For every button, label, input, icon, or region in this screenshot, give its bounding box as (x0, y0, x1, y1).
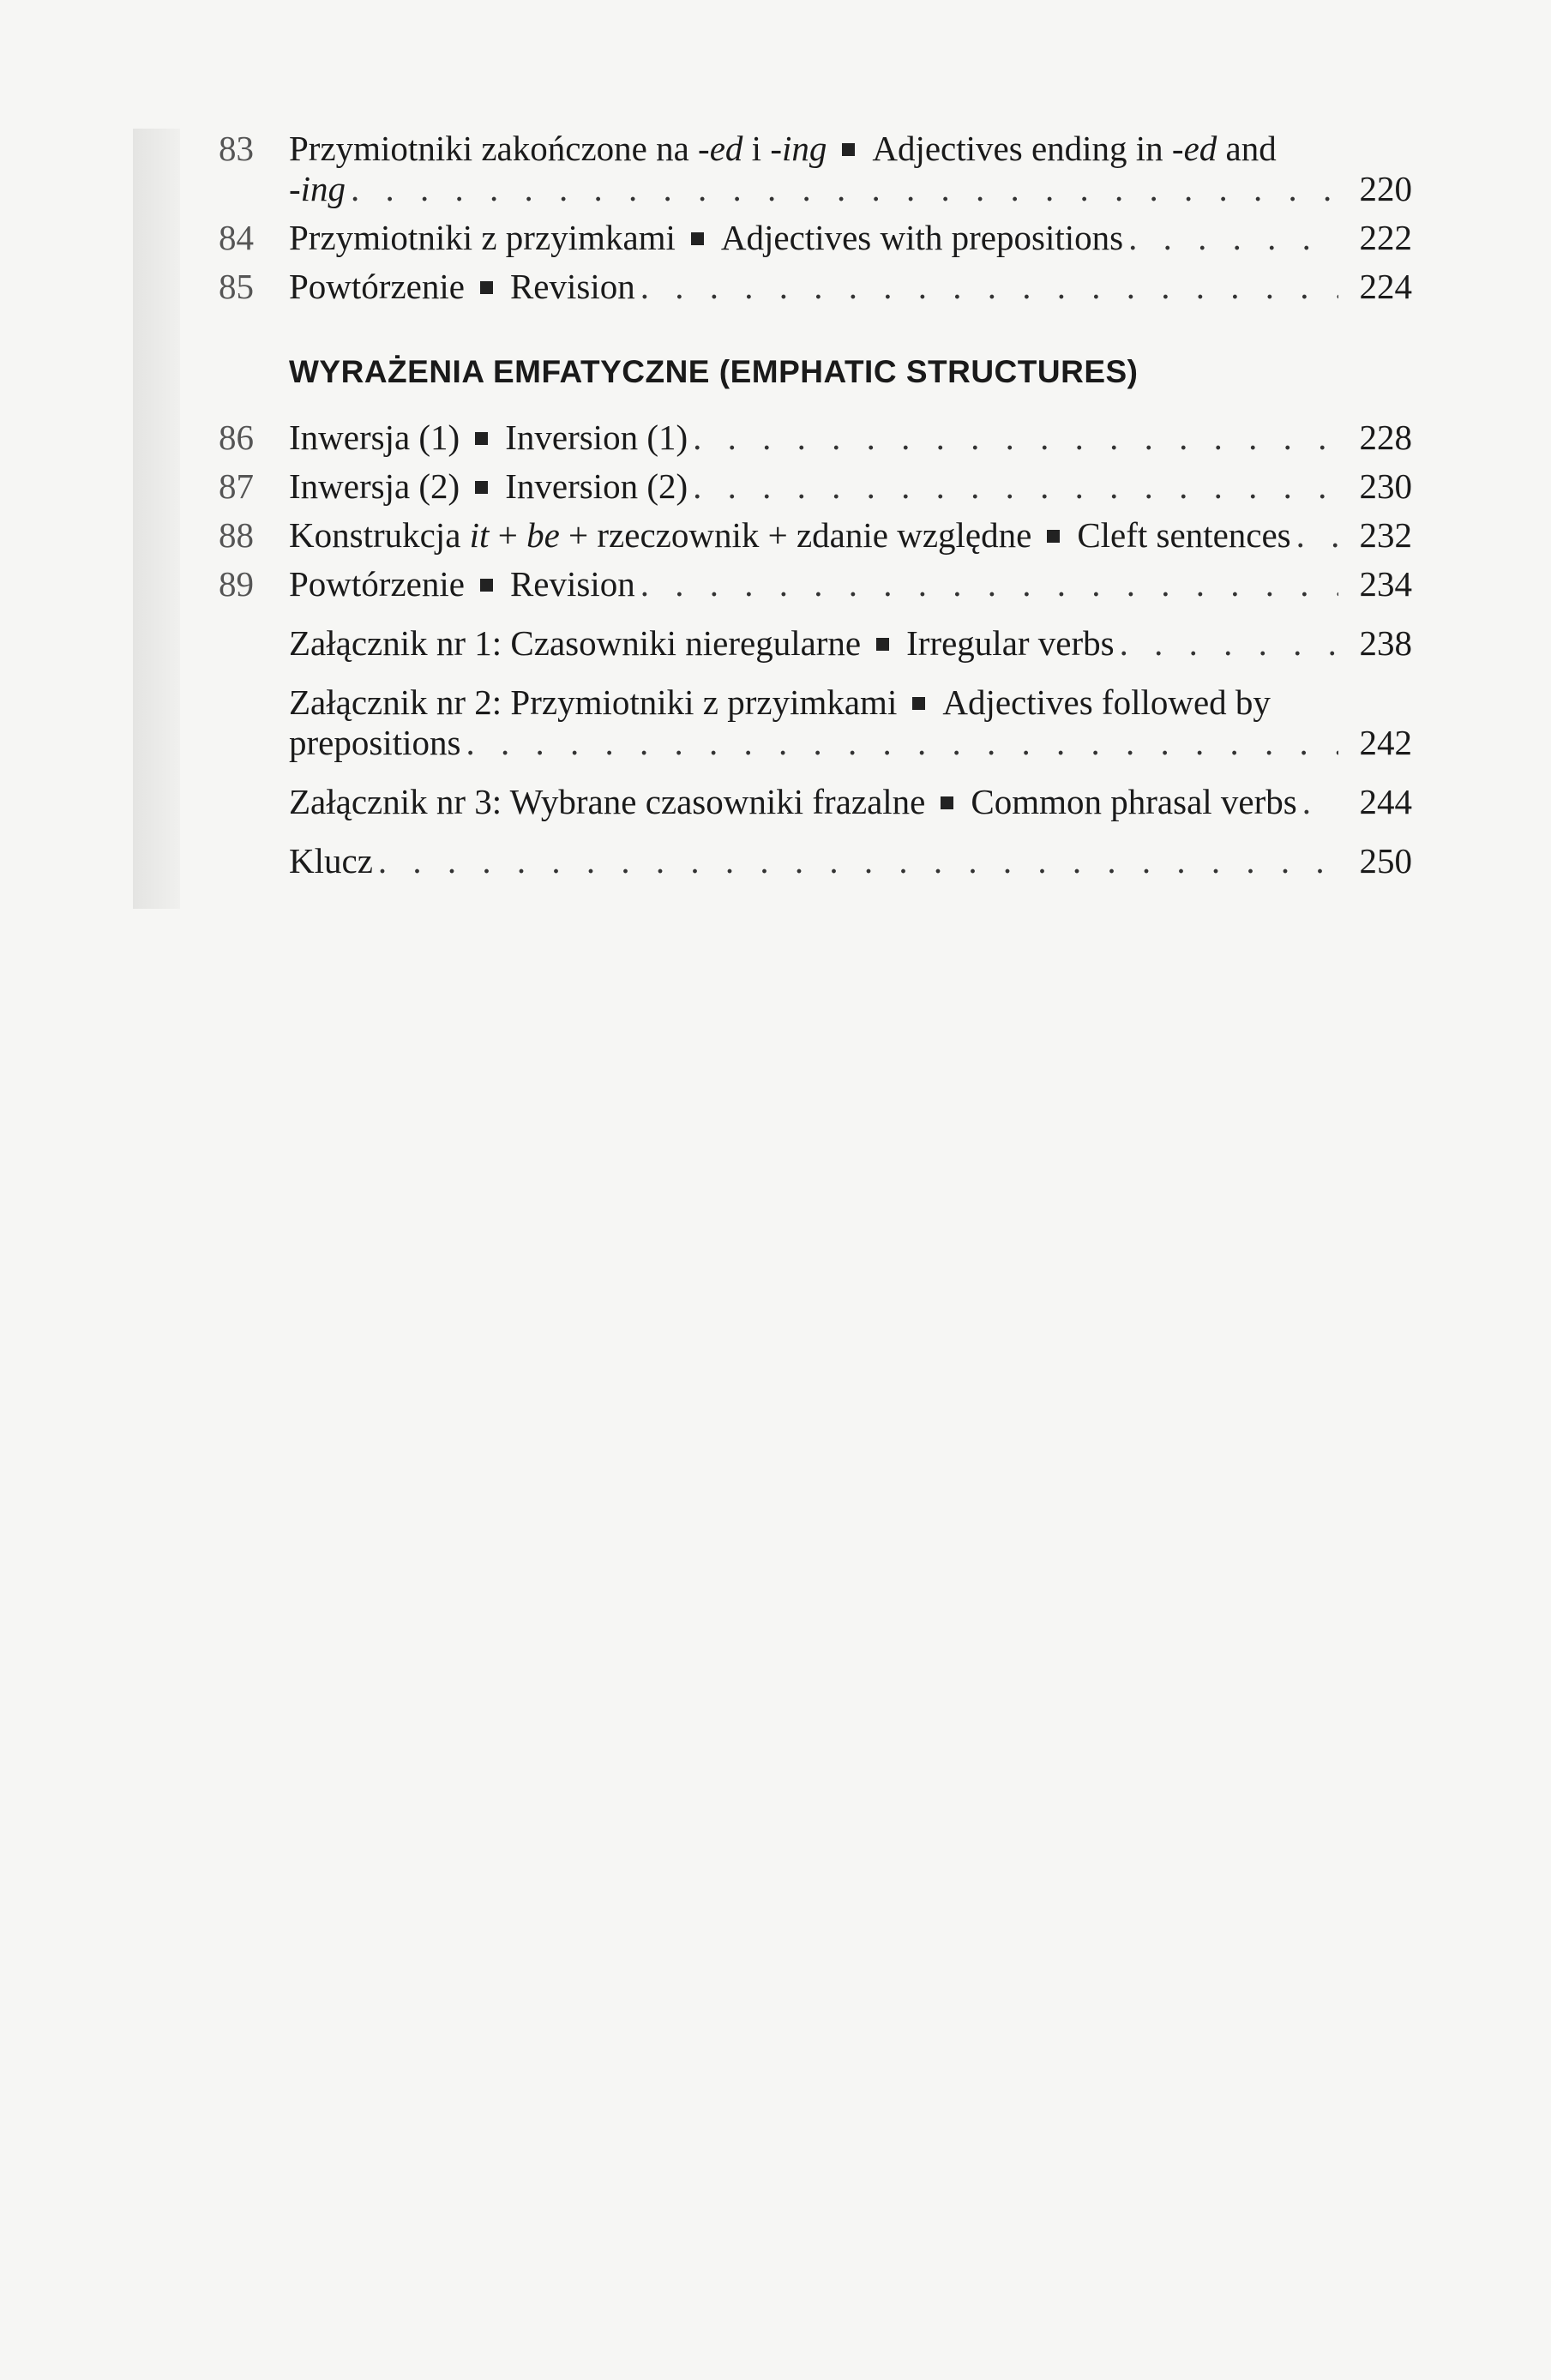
toc-line (289, 218, 1412, 258)
page-number: 242 (1359, 723, 1412, 762)
entry-number: 85 (219, 267, 254, 306)
entry-title: Konstrukcja it + be + rzeczownik + zdanie względne Cleft sentences (289, 515, 1291, 555)
square-bullet-icon (475, 432, 488, 445)
page-number: 220 (1359, 169, 1412, 208)
page-number: 234 (1359, 564, 1412, 604)
entry-title: Powtórzenie Revision (289, 564, 635, 604)
leader-dots (640, 267, 1338, 307)
square-bullet-icon (876, 638, 889, 651)
annex-title: Załącznik nr 2: Przymiotniki z przyimkami Adjectives followed by (289, 682, 1271, 722)
square-bullet-icon (912, 697, 925, 710)
square-bullet-icon (1047, 530, 1060, 543)
page-number: 232 (1359, 515, 1412, 555)
toc-line (289, 682, 1412, 723)
leader-dots (378, 841, 1338, 881)
square-bullet-icon (941, 796, 953, 809)
toc-annex-3[interactable] (289, 782, 1412, 822)
entry-number: 89 (219, 564, 254, 604)
entry-number: 84 (219, 218, 254, 257)
toc-entry-85[interactable] (219, 267, 1505, 307)
entry-title: Inwersja (2) Inversion (2) (289, 466, 688, 506)
toc-line (289, 169, 1412, 209)
page-number: 238 (1359, 623, 1412, 663)
leader-dots (640, 564, 1338, 604)
table-of-contents (219, 129, 1505, 881)
toc-entry-88[interactable] (219, 515, 1505, 556)
page-number: 244 (1359, 782, 1412, 821)
toc-line (289, 564, 1412, 604)
toc-annex-1[interactable] (289, 623, 1412, 664)
toc-line (289, 466, 1412, 507)
toc-annex-2[interactable] (289, 682, 1412, 763)
toc-line (289, 782, 1412, 822)
leader-dots (466, 723, 1338, 763)
entry-title: Powtórzenie Revision (289, 267, 635, 306)
annex-title: Załącznik nr 3: Wybrane czasowniki frazalne Common phrasal verbs (289, 782, 1297, 821)
leader-dots (1296, 515, 1338, 556)
toc-entry-86[interactable] (219, 418, 1505, 458)
entry-number: 86 (219, 418, 254, 457)
toc-entry-83[interactable] (219, 129, 1505, 209)
entry-title-continuation: -ing (289, 169, 346, 208)
square-bullet-icon (842, 143, 855, 156)
annex-title: Klucz (289, 841, 373, 880)
square-bullet-icon (480, 579, 493, 592)
toc-line (289, 623, 1412, 664)
page-number: 228 (1359, 418, 1412, 457)
entry-number: 88 (219, 515, 254, 555)
page-number: 250 (1359, 841, 1412, 880)
entry-title: Przymiotniki zakończone na -ed i -ing Adjectives ending in -ed and (289, 129, 1277, 168)
toc-line (289, 267, 1412, 307)
toc-entry-84[interactable] (219, 218, 1505, 258)
page-number: 222 (1359, 218, 1412, 257)
toc-entry-87[interactable] (219, 466, 1505, 507)
annex-title-continuation: prepositions (289, 723, 461, 762)
square-bullet-icon (691, 232, 704, 245)
toc-line (289, 129, 1412, 169)
page-number: 224 (1359, 267, 1412, 306)
page-edge-strip (133, 129, 180, 909)
toc-line (289, 723, 1412, 763)
square-bullet-icon (480, 281, 493, 294)
entry-title: Przymiotniki z przyimkami Adjectives with prepositions (289, 218, 1124, 257)
leader-dots (1302, 782, 1338, 822)
entry-number: 83 (219, 129, 254, 168)
page-number: 230 (1359, 466, 1412, 506)
toc-line (289, 418, 1412, 458)
toc-line (289, 515, 1412, 556)
entry-number: 87 (219, 466, 254, 506)
toc-entry-89[interactable] (219, 564, 1505, 604)
leader-dots (1128, 218, 1338, 258)
entry-title: Inwersja (1) Inversion (1) (289, 418, 688, 457)
section-heading: WYRAŻENIA EMFATYCZNE (EMPHATIC STRUCTURES) (289, 354, 1139, 389)
leader-dots (1120, 623, 1338, 664)
leader-dots (693, 466, 1338, 507)
annex-title: Załącznik nr 1: Czasowniki nieregularne Irregular verbs (289, 623, 1115, 663)
square-bullet-icon (475, 481, 488, 494)
toc-answer-key[interactable] (289, 841, 1412, 881)
leader-dots (693, 418, 1338, 458)
toc-line (289, 841, 1412, 881)
leader-dots (351, 169, 1338, 209)
